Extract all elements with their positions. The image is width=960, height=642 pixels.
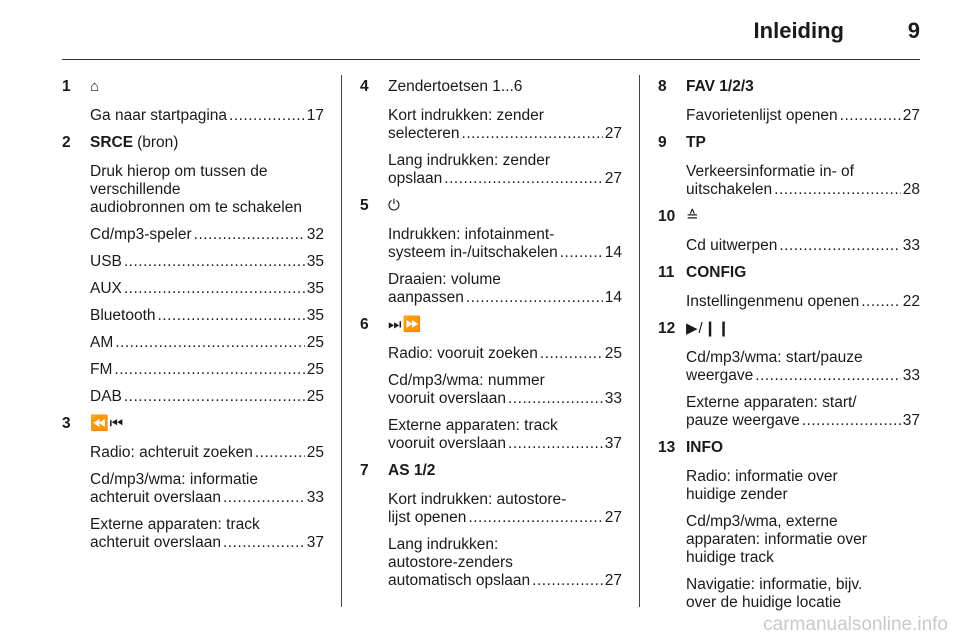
control-entry [658,439,920,612]
dot-leader [466,289,603,307]
control-entry [658,78,920,125]
page-reference: 28 [902,181,920,198]
function-description [90,334,324,352]
function-description [388,536,622,590]
page-reference: 33 [306,489,324,506]
description-text: huidige track [686,549,774,566]
dot-leader [255,444,305,462]
control-number: 11 [658,264,675,281]
function-description [90,516,324,552]
watermark: carmanualsonline.info [763,614,948,635]
description-text: AM [90,334,114,351]
dot-leader [508,390,603,408]
control-entry [658,134,920,199]
description-text: vooruit overslaan [388,435,507,452]
control-entry-heading [62,78,324,96]
page-reference: 32 [306,226,324,243]
description-text: Cd/mp3-speler [90,226,192,243]
function-description [388,491,622,527]
description-text: Ga naar startpagina [90,107,228,124]
control-key-suffix: (bron) [137,134,179,151]
column-1 [62,78,324,561]
control-number: 2 [62,134,71,151]
control-entry-heading [658,264,920,282]
page-title: Inleiding [753,18,844,43]
column-divider [639,75,640,607]
description-text: Bluetooth [90,307,156,324]
index-line [90,253,324,271]
index-line [388,125,622,143]
index-line [90,489,324,507]
control-entry-heading [658,134,920,152]
description-text: Cd/mp3/wma: nummer [388,372,545,389]
index-line [90,534,324,552]
control-entry-heading [658,78,920,96]
description-text: Externe apparaten: track [388,417,558,434]
description-text: achteruit overslaan [90,534,221,551]
dot-leader [223,534,305,552]
index-line [90,361,324,379]
control-key-label: Zendertoetsen 1...6 [388,78,523,95]
description-text: USB [90,253,122,270]
description-text: autostore-zenders [388,554,513,571]
control-number: 8 [658,78,667,95]
control-key-label: AS 1/2 [388,462,436,479]
description-text: uitschakelen [686,181,773,198]
description-text: Verkeersinformatie in- of [686,163,854,180]
function-description [90,163,324,217]
index-line [90,444,324,462]
control-key-icon: ≙ [686,208,700,225]
description-text: Lang indrukken: zender [388,152,551,169]
description-text: Favorietenlijst openen [686,107,838,124]
control-entry [658,320,920,430]
control-entry [658,208,920,255]
page-reference: 14 [604,244,622,261]
control-entry-heading [360,316,622,334]
dot-leader [540,345,603,363]
control-entry [360,197,622,307]
description-text: Externe apparaten: track [90,516,260,533]
control-entry-heading [658,439,920,457]
index-line [90,226,324,244]
index-line [90,107,324,125]
description-text: Radio: vooruit zoeken [388,345,538,362]
page-reference: 37 [306,534,324,551]
control-number: 1 [62,78,71,95]
page-reference: 33 [902,367,920,384]
index-line [686,412,920,430]
index-line [686,293,920,311]
description-text: Cd/mp3/wma: informatie [90,471,258,488]
function-description [90,361,324,379]
page-reference: 27 [604,509,622,526]
function-description [90,307,324,325]
function-description [90,280,324,298]
description-text: Druk hierop om tussen de [90,163,268,180]
description-text: Instellingenmenu openen [686,293,860,310]
description-text: FM [90,361,113,378]
index-line [388,390,622,408]
dot-leader [774,181,901,199]
control-key-label: TP [686,134,706,151]
control-entry-heading [62,134,324,152]
control-number: 10 [658,208,676,225]
dot-leader [115,334,305,352]
index-line [686,237,920,255]
page-reference: 25 [306,444,324,461]
control-number: 9 [658,134,667,151]
function-description [686,293,920,311]
dot-leader [508,435,603,453]
description-text: Cd uitwerpen [686,237,778,254]
dot-leader [861,293,901,311]
control-key-icon: ⌂ [90,78,101,95]
description-text: Cd/mp3/wma, externe [686,513,838,530]
page-reference: 27 [604,170,622,187]
description-text: systeem in-/uitschakelen [388,244,558,261]
function-description [388,152,622,188]
control-entry-heading [658,320,920,338]
control-number: 7 [360,462,369,479]
function-description [90,471,324,507]
index-line [686,107,920,125]
control-entry-heading [360,78,622,96]
dot-leader [158,307,305,325]
function-description [686,349,920,385]
page-reference: 25 [306,334,324,351]
control-entry [62,415,324,552]
function-description [388,372,622,408]
control-entry [62,78,324,125]
function-description [686,394,920,430]
control-key-icon: ▶/❙❙ [686,320,731,337]
description-text: aanpassen [388,289,464,306]
description-text: DAB [90,388,122,405]
control-entry [360,462,622,590]
dot-leader [755,367,901,385]
dot-leader [124,253,305,271]
function-description [686,468,920,504]
dot-leader [462,125,603,143]
description-text: Kort indrukken: zender [388,107,544,124]
description-text: Radio: achteruit zoeken [90,444,253,461]
page-reference: 22 [902,293,920,310]
control-number: 13 [658,439,676,456]
index-line [686,367,920,385]
page-reference: 27 [902,107,920,124]
dot-leader [840,107,901,125]
control-entry-heading [360,462,622,480]
control-key-label: FAV 1/2/3 [686,78,754,95]
dot-leader [444,170,602,188]
description-text: lijst openen [388,509,467,526]
description-text: Navigatie: informatie, bijv. [686,576,863,593]
control-key-label: SRCE [90,134,134,151]
dot-leader [560,244,603,262]
dot-leader [532,572,603,590]
description-text: selecteren [388,125,460,142]
function-description [90,107,324,125]
description-text: verschillende [90,181,181,198]
function-description [388,271,622,307]
control-number: 5 [360,197,369,214]
function-description [90,444,324,462]
description-text: huidige zender [686,486,788,503]
page-reference: 33 [902,237,920,254]
control-entry [360,316,622,453]
description-text: vooruit overslaan [388,390,507,407]
control-key-icon: ⏻ [388,197,401,214]
dot-leader [223,489,305,507]
function-description [686,107,920,125]
function-description [90,253,324,271]
column-divider [341,75,342,607]
description-text: weergave [686,367,754,384]
index-line [388,170,622,188]
description-text: pauze weergave [686,412,800,429]
dot-leader [124,280,305,298]
function-description [388,345,622,363]
function-description [686,237,920,255]
page-reference: 27 [604,572,622,589]
index-line [388,435,622,453]
description-text: audiobronnen om te schakelen [90,199,302,216]
control-key-label: CONFIG [686,264,747,281]
description-text: AUX [90,280,122,297]
header-divider [62,59,920,60]
control-key-icon: ⏭⏩ [388,316,423,333]
page-reference: 25 [604,345,622,362]
description-text: Kort indrukken: autostore- [388,491,567,508]
description-text: Lang indrukken: [388,536,499,553]
function-description [686,513,920,567]
page-reference: 17 [306,107,324,124]
control-number: 4 [360,78,369,95]
description-text: achteruit overslaan [90,489,221,506]
index-line [388,509,622,527]
dot-leader [229,107,305,125]
control-number: 6 [360,316,369,333]
dot-leader [114,361,304,379]
function-description [686,576,920,612]
index-line [388,289,622,307]
description-text: Indrukken: infotainment- [388,226,555,243]
control-entry [360,78,622,188]
page-reference: 33 [604,390,622,407]
description-text: Cd/mp3/wma: start/pauze [686,349,863,366]
function-description [90,388,324,406]
description-text: Draaien: volume [388,271,501,288]
control-entry-heading [62,415,324,433]
page-reference: 37 [604,435,622,452]
dot-leader [124,388,305,406]
index-line [90,388,324,406]
page-reference: 27 [604,125,622,142]
page-reference: 25 [306,388,324,405]
dot-leader [802,412,901,430]
description-text: apparaten: informatie over [686,531,867,548]
page-reference: 37 [902,412,920,429]
index-line [388,345,622,363]
control-entry [658,264,920,311]
function-description [388,417,622,453]
index-line [90,334,324,352]
dot-leader [779,237,900,255]
function-description [90,226,324,244]
page-header [0,0,960,62]
page-reference: 35 [306,253,324,270]
control-entry-heading [658,208,920,226]
index-line [388,244,622,262]
description-text: opslaan [388,170,443,187]
control-number: 3 [62,415,71,432]
control-entry [62,134,324,406]
page-number: 9 [907,18,920,43]
index-line [686,181,920,199]
description-text: automatisch opslaan [388,572,531,589]
control-entry-heading [360,197,622,215]
index-line [90,280,324,298]
function-description [686,163,920,199]
column-3 [658,78,920,621]
page-reference: 35 [306,307,324,324]
description-text: Radio: informatie over [686,468,838,485]
page-reference: 25 [306,361,324,378]
index-line [388,572,622,590]
index-line [90,307,324,325]
function-description [388,226,622,262]
page-reference: 14 [604,289,622,306]
dot-leader [468,509,602,527]
control-key-icon: ⏪⏮ [90,415,125,432]
control-number: 12 [658,320,676,337]
description-text: Externe apparaten: start/ [686,394,857,411]
dot-leader [194,226,305,244]
column-2 [360,78,622,599]
description-text: over de huidige locatie [686,594,842,611]
function-description [388,107,622,143]
control-key-label: INFO [686,439,724,456]
page-reference: 35 [306,280,324,297]
